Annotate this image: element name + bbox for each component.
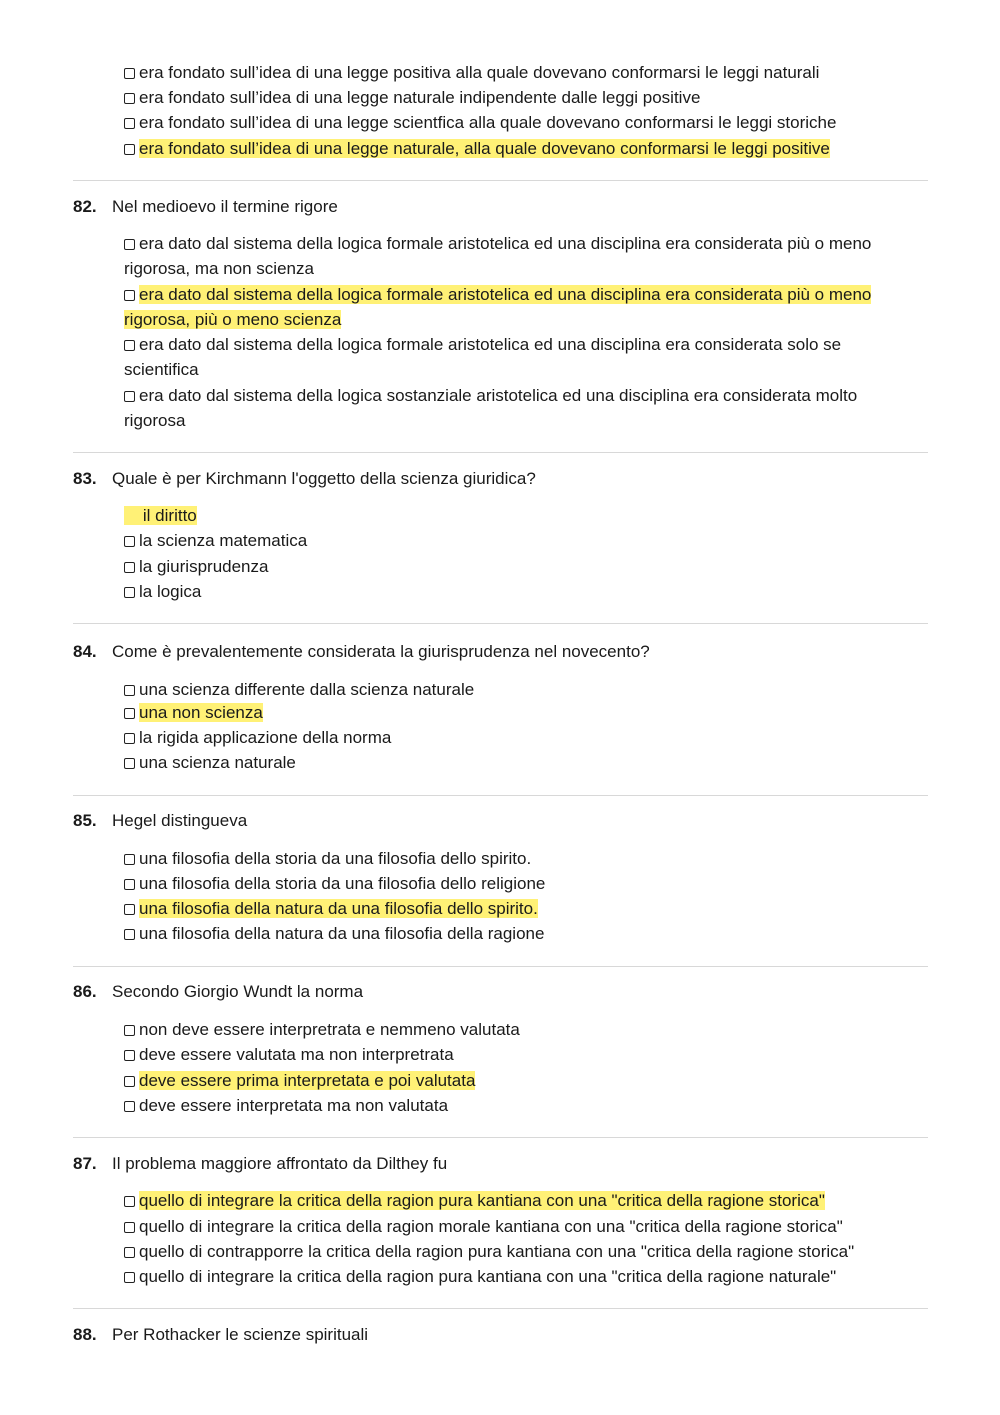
answer-option[interactable] <box>124 60 904 85</box>
divider <box>73 452 928 453</box>
option-text: una non scienza <box>139 703 263 722</box>
divider <box>73 795 928 796</box>
question-header <box>73 1322 368 1348</box>
option-text: era fondato sull’idea di una legge naturale indipendente dalle leggi positive <box>139 88 701 107</box>
checkbox-icon[interactable] <box>124 239 135 250</box>
answer-option[interactable] <box>124 1214 924 1239</box>
answer-option[interactable] <box>124 383 904 434</box>
checkbox-icon[interactable] <box>124 733 135 744</box>
answer-option[interactable] <box>124 528 904 553</box>
answer-option[interactable] <box>124 1239 924 1264</box>
question-number: 88. <box>73 1325 97 1344</box>
answer-option[interactable] <box>124 110 904 135</box>
option-text: era dato dal sistema della logica sostanziale aristotelica ed una disciplina era considerata molto rigorosa <box>124 386 858 431</box>
option-text: la rigida applicazione della norma <box>139 728 392 747</box>
question-number: 85. <box>73 811 97 830</box>
option-text: la logica <box>139 582 202 601</box>
checkbox-icon[interactable] <box>124 290 135 301</box>
answer-option[interactable] <box>124 231 904 282</box>
question-header <box>73 194 338 220</box>
question-number: 86. <box>73 982 97 1001</box>
checkbox-icon[interactable] <box>124 68 135 79</box>
answer-option[interactable] <box>124 1093 904 1118</box>
question-text: Per Rothacker le scienze spirituali <box>112 1325 369 1344</box>
answer-option[interactable] <box>124 677 904 702</box>
option-text: deve essere valutata ma non interpretrata <box>139 1045 454 1064</box>
option-text: deve essere prima interpretata e poi valutata <box>139 1071 476 1090</box>
checkbox-icon[interactable] <box>124 93 135 104</box>
option-text: quello di contrapporre la critica della ragion pura kantiana con una "critica della ragione storica" <box>139 1242 855 1261</box>
checkbox-icon[interactable] <box>124 391 135 402</box>
answer-option-highlighted[interactable] <box>124 503 904 528</box>
answer-option-highlighted[interactable] <box>124 1188 924 1213</box>
answer-option[interactable] <box>124 579 904 604</box>
divider <box>73 1137 928 1138</box>
answer-option-highlighted[interactable] <box>124 896 904 921</box>
option-text: era fondato sull’idea di una legge scientfica alla quale dovevano conformarsi le leggi storiche <box>139 113 837 132</box>
checkbox-icon[interactable] <box>124 1101 135 1112</box>
answer-option[interactable] <box>124 725 904 750</box>
checkbox-icon[interactable] <box>124 340 135 351</box>
checkbox-icon[interactable] <box>124 1222 135 1233</box>
highlighted-checkbox[interactable] <box>124 506 143 525</box>
checkbox-icon[interactable] <box>124 1196 135 1207</box>
option-text: una scienza naturale <box>139 753 296 772</box>
question-header <box>73 1151 447 1177</box>
answer-option-highlighted[interactable] <box>124 1068 904 1093</box>
answer-option[interactable] <box>124 85 904 110</box>
answer-option-highlighted[interactable] <box>124 282 904 333</box>
answer-option-highlighted[interactable] <box>124 700 904 725</box>
checkbox-icon[interactable] <box>124 879 135 890</box>
answer-option[interactable] <box>124 921 904 946</box>
checkbox-icon[interactable] <box>124 685 135 696</box>
checkbox-icon[interactable] <box>124 536 135 547</box>
option-text: era dato dal sistema della logica formale aristotelica ed una disciplina era considerata più o meno rigorosa, più o meno scienza <box>124 285 872 330</box>
option-text: una filosofia della natura da una filosofia dello spirito. <box>139 899 538 918</box>
question-text: Nel medioevo il termine rigore <box>112 197 338 216</box>
question-header <box>73 979 363 1005</box>
checkbox-icon[interactable] <box>124 758 135 769</box>
option-text: la giurisprudenza <box>139 557 269 576</box>
checkbox-icon[interactable] <box>124 1076 135 1087</box>
option-text: era fondato sull’idea di una legge naturale, alla quale dovevano conformarsi le leggi positive <box>139 139 830 158</box>
option-text: era dato dal sistema della logica formale aristotelica ed una disciplina era considerata più o meno rigorosa, ma non scienza <box>124 234 872 279</box>
question-number: 82. <box>73 197 97 216</box>
answer-option-highlighted[interactable] <box>124 136 904 161</box>
question-text: Come è prevalentemente considerata la giurisprudenza nel novecento? <box>112 642 650 661</box>
option-text: quello di integrare la critica della ragion pura kantiana con una "critica della ragione naturale" <box>139 1267 837 1286</box>
question-text: Il problema maggiore affrontato da Dilthey fu <box>112 1154 448 1173</box>
checkbox-icon[interactable] <box>124 587 135 598</box>
question-number: 83. <box>73 469 97 488</box>
question-header <box>73 466 536 492</box>
option-text: una scienza differente dalla scienza naturale <box>139 680 475 699</box>
divider <box>73 180 928 181</box>
checkbox-icon[interactable] <box>124 708 135 719</box>
option-text: quello di integrare la critica della ragion morale kantiana con una "critica della ragione storica" <box>139 1217 843 1236</box>
answer-option[interactable] <box>124 1017 904 1042</box>
option-text: una filosofia della storia da una filosofia dello spirito. <box>139 849 532 868</box>
option-text: deve essere interpretata ma non valutata <box>139 1096 449 1115</box>
option-text: una filosofia della storia da una filosofia dello religione <box>139 874 546 893</box>
answer-option[interactable] <box>124 332 904 383</box>
question-number: 87. <box>73 1154 97 1173</box>
option-text: il diritto <box>142 506 197 525</box>
option-text: era fondato sull’idea di una legge positiva alla quale dovevano conformarsi le leggi naturali <box>139 63 820 82</box>
answer-option[interactable] <box>124 554 904 579</box>
answer-option[interactable] <box>124 1042 904 1067</box>
checkbox-icon[interactable] <box>124 144 135 155</box>
option-text: era dato dal sistema della logica formale aristotelica ed una disciplina era considerata solo se scientifica <box>124 335 842 380</box>
checkbox-icon[interactable] <box>124 1272 135 1283</box>
divider <box>73 1308 928 1309</box>
question-header <box>73 808 247 834</box>
question-text: Secondo Giorgio Wundt la norma <box>112 982 364 1001</box>
checkbox-icon[interactable] <box>124 1247 135 1258</box>
question-number: 84. <box>73 642 97 661</box>
option-text: la scienza matematica <box>139 531 308 550</box>
checkbox-icon[interactable] <box>124 854 135 865</box>
divider <box>73 966 928 967</box>
answer-option[interactable] <box>124 846 904 871</box>
answer-option[interactable] <box>124 1264 924 1289</box>
question-header <box>73 639 650 665</box>
checkbox-icon[interactable] <box>124 1025 135 1036</box>
answer-option[interactable] <box>124 750 904 775</box>
option-text: quello di integrare la critica della ragion pura kantiana con una "critica della ragione storica" <box>139 1191 825 1210</box>
divider <box>73 623 928 624</box>
question-text: Quale è per Kirchmann l'oggetto della scienza giuridica? <box>112 469 536 488</box>
checkbox-icon[interactable] <box>124 904 135 915</box>
question-text: Hegel distingueva <box>112 811 248 830</box>
checkbox-icon[interactable] <box>124 929 135 940</box>
checkbox-icon[interactable] <box>124 118 135 129</box>
answer-option[interactable] <box>124 871 904 896</box>
option-text: non deve essere interpretrata e nemmeno valutata <box>139 1020 520 1039</box>
checkbox-icon[interactable] <box>124 1050 135 1061</box>
checkbox-icon[interactable] <box>124 562 135 573</box>
option-text: una filosofia della natura da una filosofia della ragione <box>139 924 545 943</box>
